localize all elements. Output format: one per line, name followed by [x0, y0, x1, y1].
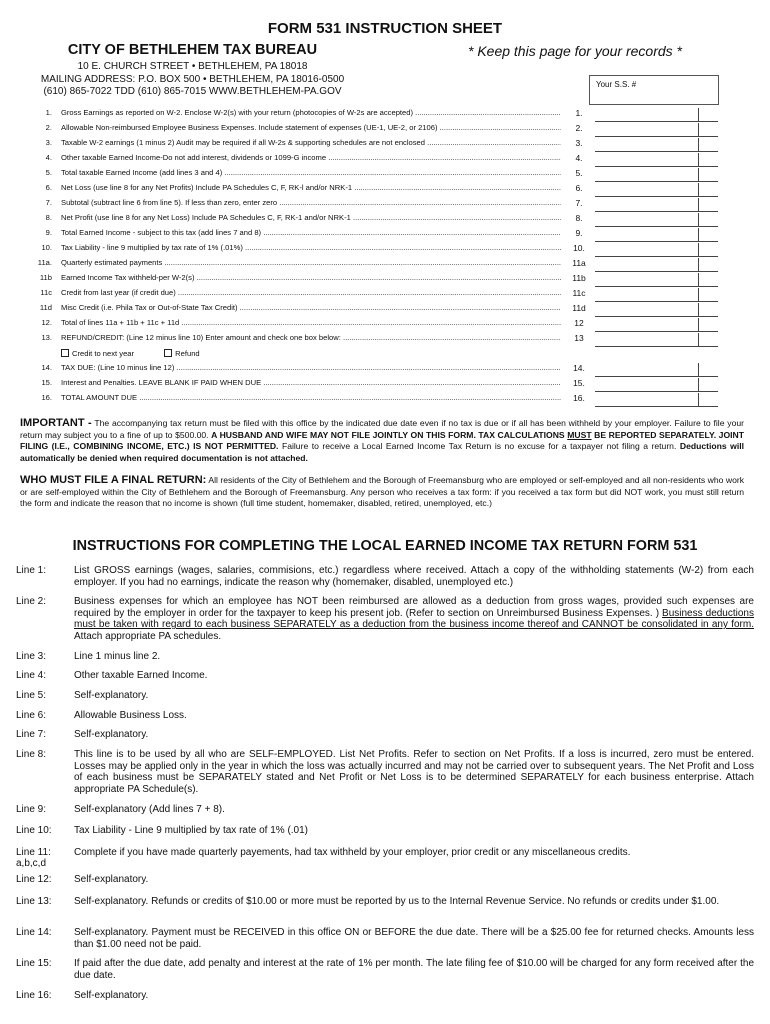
form-line: 11b Earned Income Tax withheld-per W-2(s) ..... 11b	[0, 273, 770, 288]
form-line: 7. Subtotal (subtract line 6 from line 5). If less than zero, enter zero ..... 7.	[0, 198, 770, 213]
amount-field[interactable]	[595, 198, 718, 212]
refund-option[interactable]: Refund	[164, 349, 214, 358]
form-line: 16. TOTAL AMOUNT DUE ..... 16.	[0, 393, 770, 408]
form-line: 11d Misc Credit (i.e. Phila Tax or Out-of-State Tax Credit) ..... 11d	[0, 303, 770, 318]
instructions-title: INSTRUCTIONS FOR COMPLETING THE LOCAL EARNED INCOME TAX RETURN FORM 531	[72, 538, 698, 554]
amount-field[interactable]	[595, 153, 718, 167]
form-title: FORM 531 INSTRUCTION SHEET	[267, 20, 503, 37]
amount-field[interactable]	[595, 183, 718, 197]
refund-options	[61, 349, 228, 358]
who-heading: WHO MUST FILE A FINAL RETURN:	[20, 474, 207, 486]
amount-field[interactable]	[595, 243, 718, 257]
credit-option[interactable]: Credit to next year	[61, 349, 148, 358]
who-must-file: WHO MUST FILE A FINAL RETURN: All residents of the City of Bethlehem and the Borough of Freemansburg who are employed or self-employed and all non-residents who work or are self-employed within the City of Bethlehem and the Borough of Freemansburg. Any person who receives a tax form: if you received a tax form but did NOT work, you must still return the form and indicate the reason that no income is shown (full time student, homemaker, disabled, retired, unemployed, etc.)	[20, 474, 745, 508]
amount-field[interactable]	[595, 168, 718, 182]
form-line: 9. Total Earned Income - subject to this tax (add lines 7 and 8) ..... 9.	[0, 228, 770, 243]
form-line: 8. Net Profit (use line 8 for any Net Loss) Include PA Schedules C, F, RK-1 and/or NRK-1 ..... 8.	[0, 213, 770, 228]
amount-field[interactable]	[595, 363, 718, 377]
form-line: 11c Credit from last year (if credit due) ..... 11c	[0, 288, 770, 303]
phone-web: (610) 865-7022 TDD (610) 865-7015 WWW.BETHLEHEM-PA.GOV	[43, 86, 342, 97]
amount-field[interactable]	[595, 228, 718, 242]
bureau-name: CITY OF BETHLEHEM TAX BUREAU	[67, 42, 318, 58]
form-line: 6. Net Loss (use line 8 for any Net Profits) Include PA Schedules C, F, RK-l and/or NRK-1 ..... 6.	[0, 183, 770, 198]
amount-field[interactable]	[595, 318, 718, 332]
form-line: 11a. Quarterly estimated payments ..... 11a	[0, 258, 770, 273]
ss-label: Your S.S. #	[596, 80, 637, 89]
important-notice: IMPORTANT - The accompanying tax return must be filed with this office by the indicated due date even if no tax is due or if all has been withheld by your employer. Failure to file your return may subject you to a fine of up to $500.00. A HUSBAND AND WIFE MAY NOT FILE JOINTLY ON THIS FORM. TAX CALCULATIONS MUST BE REPORTED SEPARATELY. JOINT FILING (I.E., COMBINING INCOME, ETC.) IS NOT PERMITTED. Failure to receive a Local Earned Income Tax Return is no excuse for a taxpayer not filing a return. Deductions will automatically be denied when required documentation is not attached.	[20, 417, 744, 463]
form-line: 5. Total taxable Earned Income (add lines 3 and 4) ..... 5.	[0, 168, 770, 183]
street-address: 10 E. CHURCH STREET • BETHLEHEM, PA 18018	[77, 61, 308, 72]
ss-number-field[interactable]	[589, 75, 719, 105]
form-line: 14. TAX DUE: (Line 10 minus line 12) ..... 14.	[0, 363, 770, 378]
amount-field[interactable]	[595, 288, 718, 302]
refund-checkbox[interactable]	[164, 349, 172, 357]
form-line: 12. Total of lines 11a + 11b + 11c + 11d ..... 12	[0, 318, 770, 333]
form-line: 1. Gross Earnings as reported on W-2. Enclose W-2(s) with your return (photocopies of W-2s are accepted) ..... 1.	[0, 108, 770, 123]
important-heading: IMPORTANT -	[20, 417, 92, 429]
form-line: 2. Allowable Non-reimbursed Employee Business Expenses. Include statement of expenses (UE-1, UE-2, or 2106) ..... 2.	[0, 123, 770, 138]
amount-field[interactable]	[595, 258, 718, 272]
form-line: 13. REFUND/CREDIT: (Line 12 minus line 10) Enter amount and check one box below: ..... 13	[0, 333, 770, 348]
form-line: 15. Interest and Penalties. LEAVE BLANK IF PAID WHEN DUE ..... 15.	[0, 378, 770, 393]
amount-field[interactable]	[595, 273, 718, 287]
amount-field[interactable]	[595, 123, 718, 137]
amount-field[interactable]	[595, 303, 718, 317]
form-line: 4. Other taxable Earned Income-Do not add interest, dividends or 1099-G income ..... 4.	[0, 153, 770, 168]
amount-field[interactable]	[595, 378, 718, 392]
amount-field[interactable]	[595, 138, 718, 152]
form-line: 10. Tax Liability - line 9 multiplied by tax rate of 1% (.01%) ..... 10.	[0, 243, 770, 258]
keep-note: * Keep this page for your records *	[467, 43, 682, 59]
credit-checkbox[interactable]	[61, 349, 69, 357]
amount-field[interactable]	[595, 333, 718, 347]
mailing-address: MAILING ADDRESS: P.O. BOX 500 • BETHLEHEM, PA 18016-0500	[40, 74, 345, 85]
amount-field[interactable]	[595, 393, 718, 407]
amount-field[interactable]	[595, 213, 718, 227]
form-line: 3. Taxable W-2 earnings (1 minus 2) Audit may be required if all W-2s & supporting schedules are not enclosed ..... 3.	[0, 138, 770, 153]
amount-field[interactable]	[595, 108, 718, 122]
